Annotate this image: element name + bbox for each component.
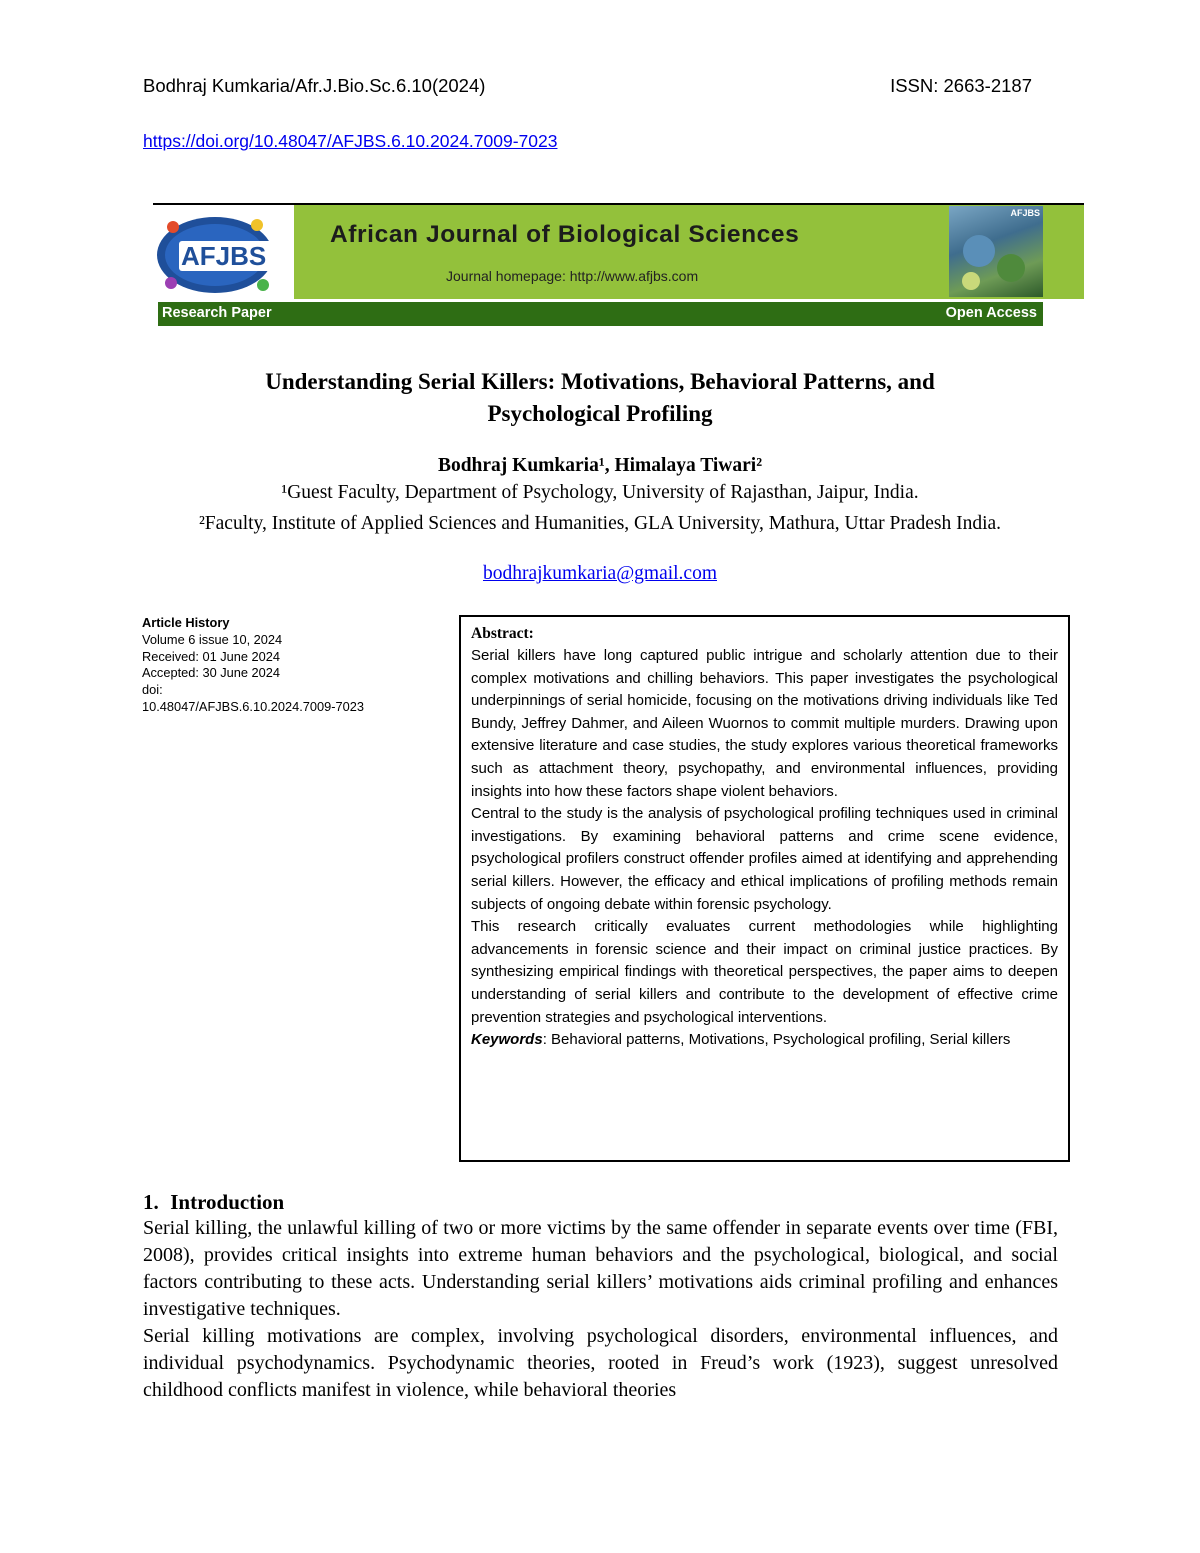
- research-paper-tag: Research Paper: [162, 305, 272, 321]
- volume-info: Volume 6 issue 10, 2024: [142, 631, 283, 647]
- section-title: Introduction: [170, 1190, 285, 1214]
- doi-label: doi:: [142, 682, 163, 698]
- introduction-body: [143, 1215, 1058, 1404]
- journal-homepage: Journal homepage: http://www.afjbs.com: [446, 268, 699, 284]
- section-heading-introduction: [143, 1190, 284, 1215]
- journal-logo: [153, 203, 294, 301]
- intro-paragraph-2: Serial killing motivations are complex, involving psychological disorders, environmental influences, and individual psychodynamics. Psychodynamic theories, rooted in Freud’s work (1923), suggest unresolved childhood conflicts manifest in violence, while behavioral theories: [143, 1325, 1058, 1401]
- abstract-paragraph-3: This research critically evaluates current methodologies while highlighting advancements in forensic science and their impact on criminal justice practices. By synthesizing empirical findings with theoretical perspectives, the paper aims to deepen understanding of serial killers and contribute to the development of effective crime prevention strategies and psychological interventions.: [471, 918, 1058, 1026]
- accepted-date: Accepted: 30 June 2024: [142, 665, 281, 681]
- doi-value: 10.48047/AFJBS.6.10.2024.7009-7023: [142, 698, 364, 714]
- abstract-label: Abstract:: [471, 625, 534, 642]
- abstract-paragraph-1: Serial killers have long captured public intrigue and scholarly attention due to their complex motivations and chilling behaviors. This paper investigates the psychological underpinnings of serial homicide, focusing on the motivations driving individuals like Ted Bundy, Jeffrey Dahmer, and Aileen Wuornos to commit multiple murders. Drawing upon extensive literature and case studies, the study explores various theoretical frameworks such as attachment theory, psychopathy, and environmental influences, providing insights into how these factors shape violent behaviors.: [471, 647, 1058, 800]
- received-date: Received: 01 June 2024: [142, 648, 281, 664]
- paper-title: Understanding Serial Killers: Motivations, Behavioral Patterns, and Psychological Profiling: [265, 369, 935, 426]
- cover-art-icon: [949, 206, 1043, 297]
- section-number: 1.: [143, 1190, 159, 1214]
- citation-line: Bodhraj Kumkaria/Afr.J.Bio.Sc.6.10(2024): [143, 75, 486, 96]
- keywords-text: : Behavioral patterns, Motivations, Psychological profiling, Serial killers: [542, 1031, 1011, 1049]
- abstract-box: [459, 615, 1070, 1162]
- article-history-heading: Article History: [142, 615, 230, 630]
- journal-cover-thumbnail: [949, 206, 1043, 297]
- email-link[interactable]: bodhrajkumkaria@gmail.com: [482, 563, 718, 584]
- corresponding-email: [100, 563, 1100, 585]
- affiliation-1: ¹Guest Faculty, Department of Psychology, University of Rajasthan, Jaipur, India.: [281, 482, 919, 503]
- intro-paragraph-1: Serial killing, the unlawful killing of two or more victims by the same offender in separate events over time (FBI, 2008), provides critical insights into extreme human behaviors and the psychological, biological, and social factors contributing to these acts. Understanding serial killers’ motivations aids criminal profiling and enhances investigative techniques.: [143, 1217, 1058, 1320]
- keywords-label: Keywords: [471, 1031, 543, 1049]
- author-list: Bodhraj Kumkaria¹, Himalaya Tiwari²: [437, 455, 763, 476]
- article-history: [142, 615, 442, 716]
- affiliation-2: ²Faculty, Institute of Applied Sciences and Humanities, GLA University, Mathura, Uttar Pradesh India.: [198, 513, 1002, 534]
- keywords-line: [471, 1029, 1058, 1052]
- svg-text:AFJBS: AFJBS: [181, 241, 267, 271]
- open-access-tag: Open Access: [945, 305, 1037, 321]
- journal-banner: [153, 203, 1043, 331]
- journal-name: African Journal of Biological Sciences: [330, 221, 800, 248]
- doi-link[interactable]: https://doi.org/10.48047/AFJBS.6.10.2024.7009-7023: [143, 131, 558, 151]
- afjbs-logo-icon: [153, 205, 294, 301]
- abstract-paragraph-2: Central to the study is the analysis of psychological profiling techniques used in criminal investigations. By examining behavioral patterns and crime scene evidence, psychological profilers construct offender profiles aimed at identifying and apprehending serial killers. However, the efficacy and ethical implications of profiling methods remain subjects of ongoing debate within forensic psychology.: [471, 805, 1058, 913]
- issn-label: ISSN: 2663-2187: [890, 75, 1032, 96]
- running-header: [143, 75, 1032, 99]
- banner-footer-bar: [153, 299, 1043, 331]
- cover-title: AFJBS: [1010, 208, 1040, 218]
